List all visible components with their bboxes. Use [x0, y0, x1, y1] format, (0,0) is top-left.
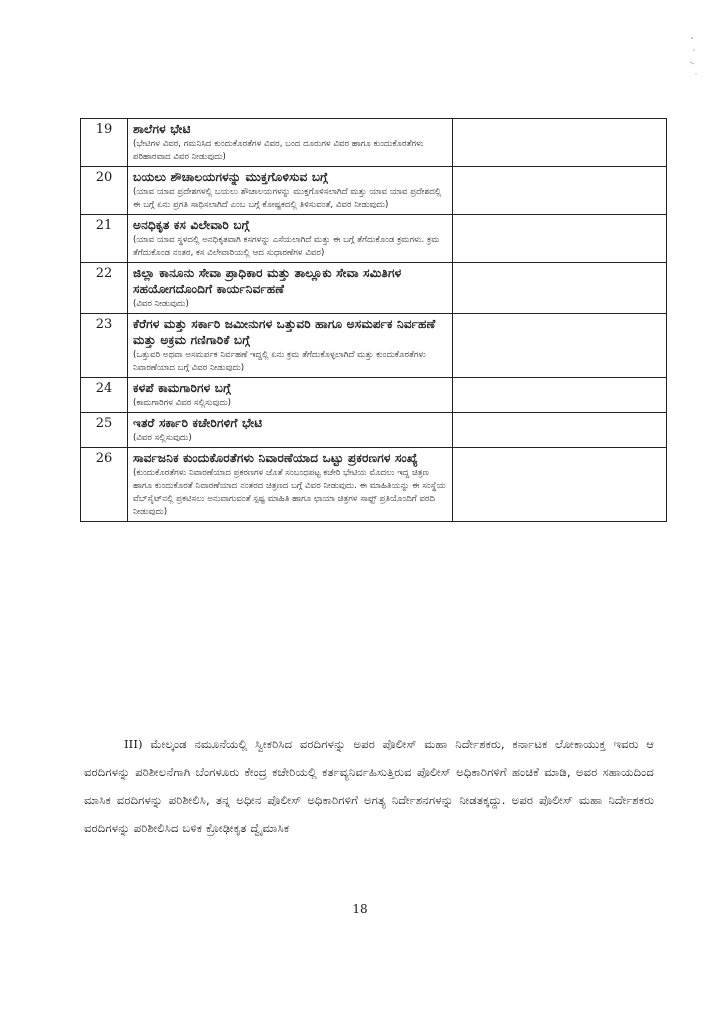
page-number: 18	[352, 902, 368, 916]
item-title: ಕೆರೆಗಳ ಮತ್ತು ಸರ್ಕಾರಿ ಜಮೀನುಗಳ ಒತ್ತುವರಿ ಹಾಗೂ ಅಸಮರ್ಪಕ ನಿರ್ವಹಣೆ ಮತ್ತು ಅಕ್ರಮ ಗಣಿಗಾರಿಕೆ ಬಗ್ಗೆ	[133, 317, 436, 347]
item-title: ಜಿಲ್ಲಾ ಕಾನೂನು ಸೇವಾ ಪ್ರಾಧಿಕಾರ ಮತ್ತು ತಾಲ್ಲೂಕು ಸೇವಾ ಸಮಿತಿಗಳ ಸಹಯೋಗದೊಂದಿಗೆ ಕಾರ್ಯನಿರ್ವಹಣೆ	[133, 266, 402, 296]
report-items-table	[80, 118, 667, 522]
body-paragraph	[84, 730, 654, 842]
paragraph-text: ಮೇಲ್ಕಂಡ ನಮೂನೆಯಲ್ಲಿ ಸ್ವೀಕರಿಸಿದ ವರದಿಗಳನ್ನು ಅಪರ ಪೊಲೀಸ್ ಮಹಾ ನಿರ್ದೇಶಕರು, ಕರ್ನಾಟಕ ಲೋಕಾಯುಕ್ತ ಇವರು ಆ ವರದಿಗಳನ್ನು ಪರಿಶೀಲನೆಗಾಗಿ ಬೆಂಗಳೂರು ಕೇಂದ್ರ ಕಚೇರಿಯಲ್ಲಿ ಕರ್ತವ್ಯನಿರ್ವಹಿಸುತ್ತಿರುವ ಪೊಲೀಸ್ ಅಧಿಕಾರಿಗಳಿಗೆ ಹಂಚಿಕೆ ಮಾಡಿ, ಅವರ ಸಹಾಯದಿಂದ ಮಾಸಿಕ ವರದಿಗಳನ್ನು ಪರಿಶೀಲಿಸಿ, ತನ್ನ ಅಧೀನ ಪೊಲೀಸ್ ಅಧಿಕಾರಿಗಳಿಗೆ ಅಗತ್ಯ ನಿರ್ದೇಶನಗಳನ್ನು ನೀಡತಕ್ಕದ್ದು. ಅಪರ ಪೊಲೀಸ್ ಮಹಾ ನಿರ್ದೇಶಕರು ವರದಿಗಳನ್ನು ಪರಿಶೀಲಿಸಿದ ಬಳಿಕ ಕ್ರೋಢೀಕೃತ ದ್ವೈಮಾಸಿಕ	[84, 737, 654, 835]
item-remarks-cell	[453, 167, 667, 215]
item-title: ಅನಧಿಕೃತ ಕಸ ವಿಲೇವಾರಿ ಬಗ್ಗೆ	[133, 218, 250, 232]
item-number: 26	[81, 448, 128, 522]
item-title: ಶಾಲೆಗಳ ಭೇಟಿ	[133, 122, 191, 136]
table-row	[81, 413, 667, 448]
table-row	[81, 119, 667, 167]
item-detail: (ಯಾವ ಯಾವ ಸ್ಥಳದಲ್ಲಿ ಅನಧಿಕೃತವಾಗಿ ಕಸಗಳನ್ನು ಎಸೆಯಲಾಗಿದೆ ಮತ್ತು ಈ ಬಗ್ಗೆ ತೆಗೆದುಕೊಂಡ ಕ್ರಮಗಳು. ಕ್ರಮ ತೆಗೆದುಕೊಂಡ ನಂತರ, ಕಸ ವಿಲೇವಾರಿಯಲ್ಲಿ ಆದ ಸುಧಾರಣೆಗಳ ವಿವರ)	[133, 235, 440, 258]
item-detail: (ಕಾಮಗಾರಿಗಳ ವಿವರ ಸಲ್ಲಿಸುವುದು)	[133, 398, 232, 408]
item-title: ಬಯಲು ಶೌಚಾಲಯಗಳನ್ನು ಮುಕ್ತಗೊಳಿಸುವ ಬಗ್ಗೆ	[133, 170, 329, 184]
item-number: 19	[81, 119, 128, 167]
section-number: III)	[124, 737, 143, 751]
item-remarks-cell	[453, 378, 667, 413]
item-number: 23	[81, 314, 128, 378]
table-row	[81, 167, 667, 215]
item-number: 24	[81, 378, 128, 413]
item-detail: (ವಿವರ ನೀಡುವುದು)	[133, 299, 189, 309]
scan-marks	[680, 30, 710, 80]
item-detail: (ಒತ್ತುವರಿ ಅಥವಾ ಅಸಮರ್ಪಕ ನಿರ್ವಹಣೆ ಇದ್ದಲ್ಲಿ ಏನು ಕ್ರಮ ತೆಗೆದುಕೊಳ್ಳಲಾಗಿದೆ ಮತ್ತು ಕುಂದುಕೊರತೆಗಳು ನಿವಾರಣೆಯಾದ ಬಗ್ಗೆ ವಿವರ ನೀಡುವುದು)	[133, 350, 426, 373]
item-number: 21	[81, 215, 128, 263]
item-remarks-cell	[453, 263, 667, 314]
item-description	[128, 215, 453, 263]
item-detail: (ಕುಂದುಕೊರತೆಗಳು ನಿವಾರಣೆಯಾದ ಪ್ರಕರಣಗಳ ಜೊತೆ ಸಂಬಂಧಪಟ್ಟ ಕಚೇರಿ ಭೇಟಿಯ ಮೊದಲು ಇದ್ದ ಚಿತ್ರಣ ಹಾಗೂ ಕುಂದುಕೊರತೆ ನಿವಾರಣೆಯಾದ ನಂತರದ ಚಿತ್ರಣದ ಬಗ್ಗೆ ವಿವರ ನೀಡುವುದು. ಈ ಮಾಹಿತಿಯನ್ನು ಈ ಸಂಸ್ಥೆಯ ವೆಬ್‌ಸೈಟ್‌ನಲ್ಲಿ ಪ್ರಕಟಿಸಲು ಅನುವಾಗುವಂತೆ ಸ್ಪಷ್ಟ ಮಾಹಿತಿ ಹಾಗೂ ಛಾಯಾ ಚಿತ್ರಗಳ ಸಾಫ್ಟ್ ಪ್ರತಿಯೊಂದಿಗೆ ವರದಿ ನೀಡುವುದು)	[133, 468, 446, 517]
item-remarks-cell	[453, 413, 667, 448]
item-remarks-cell	[453, 448, 667, 522]
table-row	[81, 263, 667, 314]
item-detail: (ಭೇಟಿಗಳ ವಿವರ, ಗಮನಿಸಿದ ಕುಂದುಕೊರತೆಗಳ ವಿವರ, ಬಂದ ದೂರುಗಳ ವಿವರ ಹಾಗೂ ಕುಂದುಕೊರತೆಗಳು ಪರಿಹಾರವಾದ ವಿವರ ನೀಡುವುದು)	[133, 139, 424, 162]
table-row	[81, 448, 667, 522]
item-remarks-cell	[453, 314, 667, 378]
item-description	[128, 448, 453, 522]
item-description	[128, 167, 453, 215]
item-description	[128, 119, 453, 167]
item-detail: (ಯಾವ ಯಾವ ಪ್ರದೇಶಗಳಲ್ಲಿ ಬಯಲು ಶೌಚಾಲಯಗಳನ್ನು ಮುಕ್ತಗೊಳಿಸಲಾಗಿದೆ ಮತ್ತು ಯಾವ ಯಾವ ಪ್ರದೇಶದಲ್ಲಿ ಈ ಬಗ್ಗೆ ಏನು ಪ್ರಗತಿ ಸಾಧಿಸಲಾಗಿದೆ ಎಂಬ ಬಗ್ಗೆ ಕೋಷ್ಟಕದಲ್ಲಿ ತಿಳಿಸುವಂತೆ, ವಿವರ ನೀಡುವುದು)	[133, 187, 442, 210]
item-description	[128, 263, 453, 314]
item-number: 20	[81, 167, 128, 215]
item-number: 22	[81, 263, 128, 314]
table-row	[81, 314, 667, 378]
table-row	[81, 378, 667, 413]
item-remarks-cell	[453, 119, 667, 167]
item-title: ಕಳಪೆ ಕಾಮಗಾರಿಗಳ ಬಗ್ಗೆ	[133, 381, 231, 395]
item-detail: (ವಿವರ ಸಲ್ಲಿಸುವುದು)	[133, 433, 192, 443]
item-title: ಇತರೆ ಸರ್ಕಾರಿ ಕಚೇರಿಗಳಿಗೆ ಭೇಟಿ	[133, 416, 263, 430]
item-remarks-cell	[453, 215, 667, 263]
item-title: ಸಾರ್ವಜನಿಕ ಕುಂದುಕೊರತೆಗಳು ನಿವಾರಣೆಯಾದ ಒಟ್ಟು ಪ್ರಕರಣಗಳ ಸಂಖ್ಯೆ	[133, 451, 418, 465]
item-description	[128, 314, 453, 378]
item-number: 25	[81, 413, 128, 448]
item-description	[128, 378, 453, 413]
item-description	[128, 413, 453, 448]
table-row	[81, 215, 667, 263]
